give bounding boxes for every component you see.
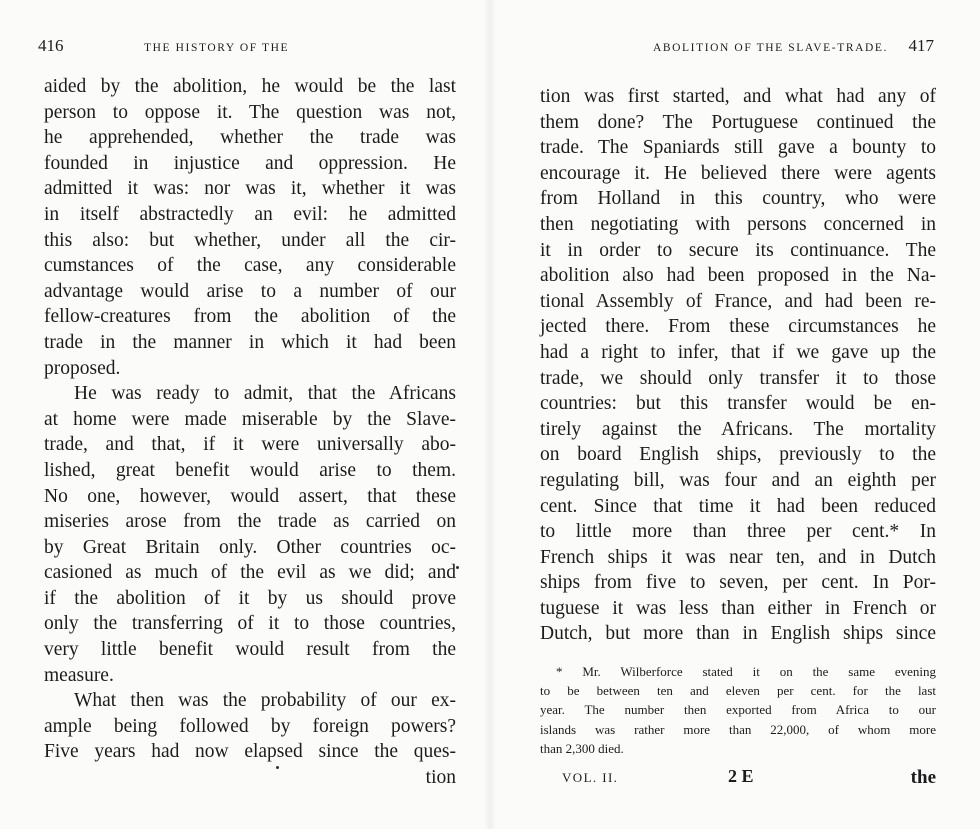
running-head-left: THE HISTORY OF THE	[143, 42, 290, 54]
page-number-left: 416	[38, 36, 64, 55]
text-line: trade in the manner in which it had been	[44, 331, 456, 353]
paragraph-start-line: What then was the probability of our ex-	[74, 690, 456, 712]
text-line: jected there. From these circumstances he	[540, 316, 936, 338]
text-line: casioned as much of the evil as we did; and	[44, 562, 456, 584]
text-line: ample being followed by foreign powers?	[44, 715, 456, 737]
running-head-right: ABOLITION OF THE SLAVE-TRADE.	[652, 42, 889, 54]
volume-label: VOL. II.	[562, 770, 619, 785]
text-line: proposed.	[44, 357, 121, 379]
text-line: if the abolition of it by us should prove	[44, 587, 456, 609]
right-page-text	[540, 84, 936, 647]
text-line: admitted it was: nor was it, whether it was	[44, 178, 456, 200]
footnote-line: than 2,300 died.	[540, 740, 624, 756]
text-line: only the transferring of it to those countries,	[44, 613, 456, 635]
ink-speck	[276, 766, 279, 769]
text-line: lished, great benefit would arise to them.	[44, 459, 456, 481]
signature-mark: 2 E	[728, 766, 754, 786]
text-line: French ships it was near ten, and in Dutch	[540, 546, 936, 568]
text-line: countries: but this transfer would be en-	[540, 393, 936, 415]
text-line: miseries arose from the trade as carried on	[44, 511, 456, 533]
text-line: ships from five to seven, per cent. In Por-	[540, 572, 936, 594]
text-line: encourage it. He believed there were agents	[540, 162, 936, 184]
text-line: Five years had now elapsed since the ques-	[44, 741, 456, 763]
text-line: at home were made miserable by the Slave-	[44, 408, 456, 430]
text-line: measure.	[44, 664, 114, 686]
text-line: had a right to infer, that if we gave up the	[540, 341, 936, 363]
text-line: on board English ships, previously to the	[540, 444, 936, 466]
text-line: he apprehended, whether the trade was	[44, 127, 456, 149]
text-line: to little more than three per cent.* In	[540, 521, 936, 543]
text-line: this also: but whether, under all the cir-	[44, 229, 456, 251]
footnote-line: year. The number then exported from Africa to our	[540, 702, 936, 718]
paragraph-start-line: He was ready to admit, that the Africans	[74, 383, 456, 405]
text-line: aided by the abolition, he would be the last	[44, 76, 456, 97]
footnote	[540, 662, 936, 758]
left-page-text	[44, 74, 456, 791]
text-line: abolition also had been proposed in the Na-	[540, 265, 936, 287]
text-line: Dutch, but more than in English ships since	[540, 623, 936, 645]
catchword-right: the	[910, 767, 936, 788]
text-line: then negotiating with persons concerned in	[540, 213, 936, 235]
left-page-header	[38, 36, 289, 56]
text-line: them done? The Portuguese continued the	[540, 111, 936, 133]
text-line: cent. Since that time it had been reduced	[540, 495, 936, 517]
text-line: trade. The Spaniards still gave a bounty to	[540, 137, 936, 159]
text-line: person to oppose it. The question was not,	[44, 101, 456, 123]
text-line: tirely against the Africans. The mortality	[540, 418, 936, 440]
text-line: founded in injustice and oppression. He	[44, 152, 456, 174]
footnote-line: islands was rather more than 22,000, of whom more	[540, 721, 936, 737]
text-line: trade, we should only transfer it to those	[540, 367, 936, 389]
text-line: tional Assembly of France, and had been re-	[540, 290, 936, 312]
text-line: regulating bill, was four and an eighth per	[540, 469, 936, 491]
text-line: advantage would arise to a number of our	[44, 280, 456, 302]
right-page-header	[653, 36, 934, 56]
text-line: by Great Britain only. Other countries oc-	[44, 536, 456, 558]
ink-speck	[456, 566, 459, 569]
text-line: cumstances of the case, any considerable	[44, 255, 456, 277]
text-line: in itself abstractedly an evil: he admitted	[44, 203, 456, 225]
text-line: fellow-creatures from the abolition of the	[44, 306, 456, 328]
text-line: it in order to secure its continuance. The	[540, 239, 936, 261]
footnote-line: * Mr. Wilberforce stated it on the same evening	[556, 664, 936, 679]
text-line: tuguese it was less than either in French or	[540, 597, 936, 619]
text-line: No one, however, would assert, that these	[44, 485, 456, 507]
footnote-line: to be between ten and eleven per cent. for the last	[540, 683, 936, 699]
text-line: very little benefit would result from the	[44, 639, 456, 661]
text-line: from Holland in this country, who were	[540, 188, 936, 210]
text-line: tion was first started, and what had any of	[540, 86, 936, 107]
catchword-left: tion	[425, 767, 456, 789]
page-number-right: 417	[908, 36, 934, 55]
text-line: trade, and that, if it were universally abo-	[44, 434, 456, 456]
